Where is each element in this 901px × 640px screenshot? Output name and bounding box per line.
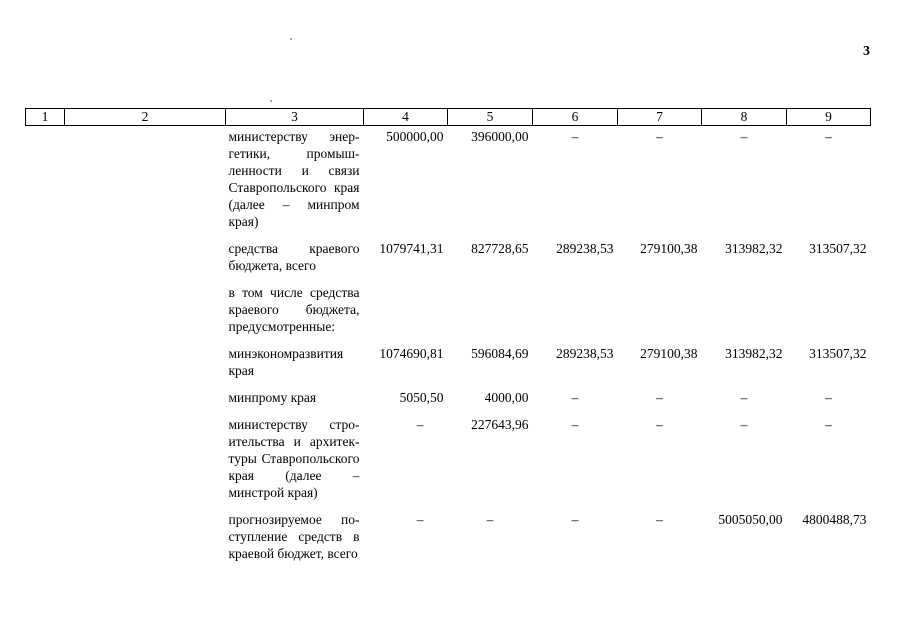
cell-col-4: –: [416, 512, 424, 527]
cell-col-6: [533, 282, 618, 343]
cell-col-4: –: [416, 417, 424, 432]
row-description: министерству энергетики, промышленности и связи Ставропольского края (далее – минпром края): [228, 129, 360, 229]
table-row: [26, 387, 871, 414]
header-col-9: 9: [787, 109, 871, 126]
row-description: прогнозируемое поступление средств в краевой бюджет, всего: [228, 512, 360, 561]
row-description: в том числе средства краевого бюджета, предусмотренные:: [228, 285, 360, 334]
cell-col-7: 279100,38: [640, 241, 698, 256]
cell-col-9: –: [825, 390, 832, 405]
cell-col-5: 596084,69: [471, 346, 529, 361]
cell-col-6: 289238,53: [556, 346, 614, 361]
header-col-7: 7: [618, 109, 702, 126]
cell-col-7: –: [656, 417, 663, 432]
table-row: [26, 126, 871, 239]
cell-col-1: [26, 238, 65, 282]
cell-col-9: 4800488,73: [802, 512, 867, 527]
header-col-5: 5: [448, 109, 533, 126]
row-description: средства краевого бюджета, всего: [228, 241, 360, 273]
cell-col-7: –: [656, 129, 663, 144]
cell-col-6: –: [571, 417, 579, 432]
cell-col-9: –: [825, 129, 832, 144]
scan-speck: [290, 38, 292, 40]
header-col-8: 8: [702, 109, 787, 126]
row-description: министерству строительства и архитектуры Ставропольского края (далее – минстрой края): [228, 417, 360, 500]
cell-col-2: [65, 509, 226, 570]
scan-speck: [270, 100, 272, 102]
cell-col-1: [26, 387, 65, 414]
cell-col-6: –: [571, 512, 579, 527]
table-header: [26, 109, 871, 126]
table-body: [26, 126, 871, 571]
cell-col-4: 1079741,31: [379, 241, 444, 256]
cell-col-6: –: [571, 390, 579, 405]
cell-col-1: [26, 414, 65, 509]
cell-col-8: 5005050,00: [718, 512, 783, 527]
cell-col-4: 500000,00: [386, 129, 444, 144]
cell-col-2: [65, 282, 226, 343]
cell-col-7: 279100,38: [640, 346, 698, 361]
cell-col-5: 396000,00: [471, 129, 529, 144]
cell-col-7: –: [656, 390, 663, 405]
cell-col-2: [65, 387, 226, 414]
table-row: [26, 509, 871, 570]
cell-col-1: [26, 343, 65, 387]
cell-col-8: –: [740, 417, 748, 432]
cell-col-5: 4000,00: [484, 390, 529, 405]
table-row: [26, 343, 871, 387]
cell-col-9: [787, 282, 871, 343]
cell-col-2: [65, 126, 226, 239]
cell-col-2: [65, 343, 226, 387]
cell-col-8: –: [740, 390, 748, 405]
header-col-1: 1: [26, 109, 65, 126]
cell-col-7: [618, 282, 702, 343]
cell-col-9: 313507,32: [809, 241, 867, 256]
cell-col-4: 1074690,81: [379, 346, 444, 361]
cell-col-6: 289238,53: [556, 241, 614, 256]
cell-col-5: –: [486, 512, 494, 527]
cell-col-7: –: [656, 512, 663, 527]
cell-col-9: –: [825, 417, 832, 432]
header-col-2: 2: [65, 109, 226, 126]
cell-col-1: [26, 126, 65, 239]
page-number: 3: [863, 44, 870, 59]
row-description: минэкономразвития края: [228, 346, 344, 378]
cell-col-4: [364, 282, 448, 343]
table-row: [26, 238, 871, 282]
row-description: минпрому края: [228, 390, 317, 405]
cell-col-1: [26, 282, 65, 343]
header-col-6: 6: [533, 109, 618, 126]
cell-col-5: [448, 282, 533, 343]
cell-col-5: 827728,65: [471, 241, 529, 256]
cell-col-2: [65, 238, 226, 282]
budget-table: [25, 108, 871, 570]
header-col-3: 3: [226, 109, 364, 126]
cell-col-1: [26, 509, 65, 570]
cell-col-8: 313982,32: [725, 346, 783, 361]
header-col-4: 4: [364, 109, 448, 126]
cell-col-8: 313982,32: [725, 241, 783, 256]
cell-col-6: –: [571, 129, 579, 144]
cell-col-5: 227643,96: [471, 417, 529, 432]
cell-col-8: –: [740, 129, 748, 144]
header-row: [26, 109, 871, 126]
table-row: [26, 414, 871, 509]
cell-col-8: [702, 282, 787, 343]
table-row: [26, 282, 871, 343]
cell-col-4: 5050,50: [399, 390, 444, 405]
cell-col-2: [65, 414, 226, 509]
cell-col-9: 313507,32: [809, 346, 867, 361]
